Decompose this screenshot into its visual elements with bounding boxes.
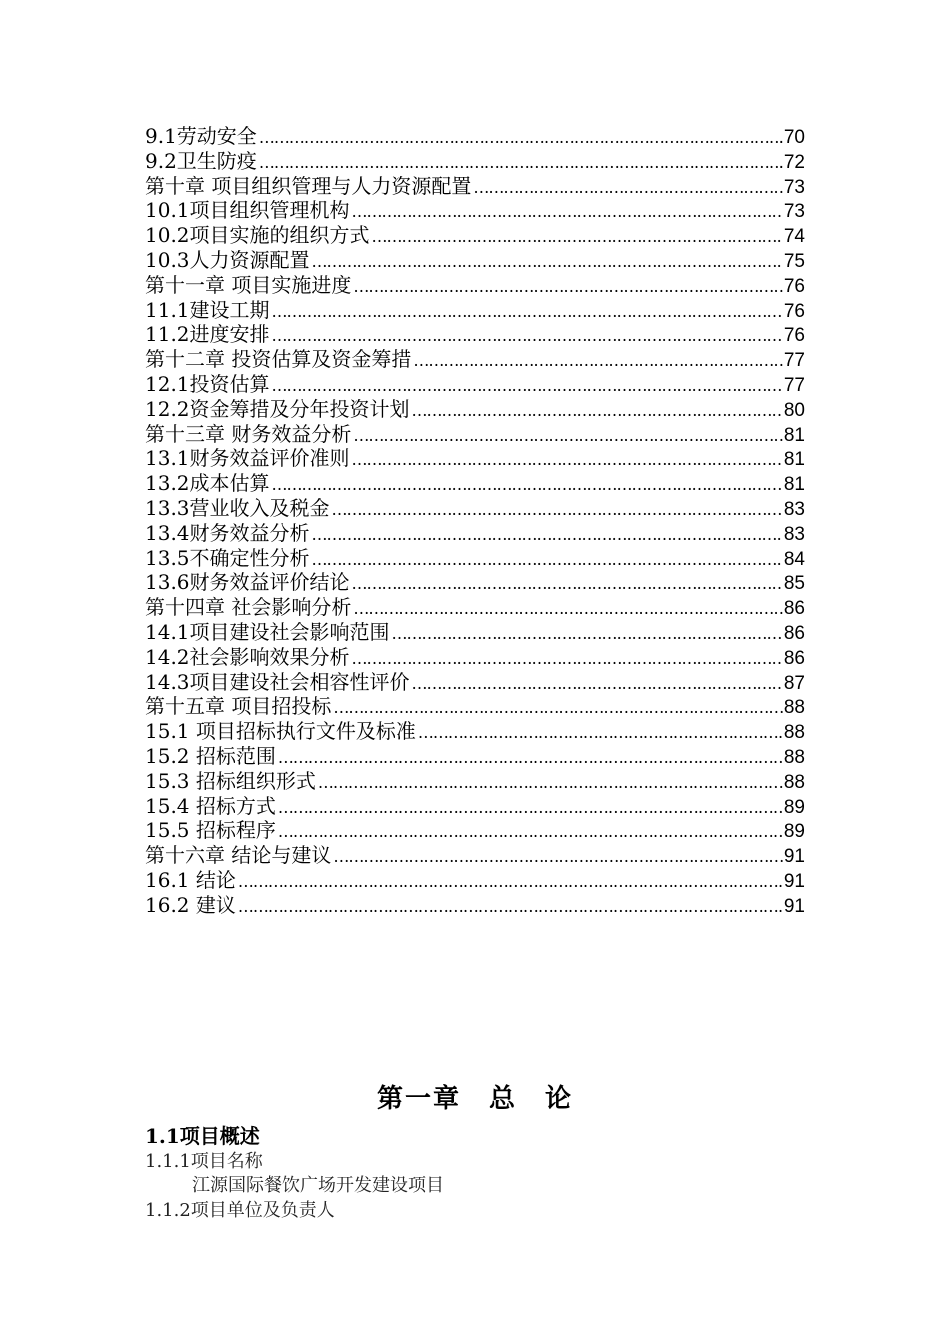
toc-leader-dots [392,622,783,647]
toc-leader-dots [413,349,783,374]
toc-entry-label: 12.1投资估算 [145,371,270,396]
toc-entry-label: 15.1 项目招标执行文件及标准 [145,719,416,744]
toc-entry-page: 91 [783,895,805,917]
toc-entry[interactable] [145,397,805,422]
toc-leader-dots [272,374,783,399]
toc-entry-label: 13.3营业收入及税金 [145,495,330,520]
toc-entry-label: 13.2成本估算 [145,471,270,496]
toc-leader-dots [272,300,783,325]
toc-entry[interactable] [145,744,805,769]
toc-leader-dots [333,845,783,870]
toc-entry[interactable] [145,595,805,620]
toc-leader-dots [259,126,778,151]
toc-entry[interactable] [145,843,805,868]
toc-entry[interactable] [145,273,805,298]
toc-entry[interactable] [145,645,805,670]
toc-leader-dots [473,176,783,201]
toc-entry-page: 77 [783,374,805,396]
toc-leader-dots [238,895,783,920]
toc-entry[interactable] [145,546,805,571]
toc-entry-label: 15.3 招标组织形式 [145,768,316,793]
toc-entry[interactable] [145,670,805,695]
toc-entry[interactable] [145,893,805,918]
toc-leader-dots [352,647,783,672]
toc-entry-page: 76 [783,300,805,322]
toc-entry-label: 第十二章 投资估算及资金筹措 [145,347,412,372]
toc-leader-dots [353,275,783,300]
toc-leader-dots [352,572,783,597]
toc-entry-page: 81 [783,449,805,471]
toc-entry[interactable] [145,174,805,199]
toc-entry-label: 13.6财务效益评价结论 [145,570,350,595]
table-of-contents [145,124,805,918]
toc-leader-dots [418,721,783,746]
chapter-title: 第一章 总 论 [376,1084,573,1114]
toc-entry-page: 86 [783,622,805,644]
toc-entry-page: 73 [783,201,805,223]
toc-entry-label: 第十一章 项目实施进度 [145,272,352,297]
toc-entry-page: 75 [783,250,805,272]
toc-entry-label: 14.2社会影响效果分析 [145,644,350,669]
toc-entry[interactable] [145,149,805,174]
toc-leader-dots [332,498,783,523]
toc-entry[interactable] [145,223,805,248]
toc-entry-label: 15.2 招标范围 [145,743,276,768]
toc-leader-dots [272,473,783,498]
toc-entry[interactable] [145,298,805,323]
toc-entry-page: 89 [783,796,805,818]
toc-entry-page: 73 [783,176,805,198]
toc-leader-dots [318,771,783,796]
toc-entry[interactable] [145,422,805,447]
toc-entry-label: 9.1劳动安全 [145,124,257,148]
toc-entry-label: 第十六章 结论与建议 [145,843,332,868]
toc-entry-page: 91 [783,870,805,892]
toc-entry[interactable] [145,124,805,149]
toc-entry-page: 86 [783,647,805,669]
toc-entry[interactable] [145,694,805,719]
toc-leader-dots [272,324,783,349]
section-title: 1.1项目概述 [145,1124,260,1148]
toc-leader-dots [312,250,783,275]
toc-entry-page: 85 [783,573,805,595]
toc-entry-label: 13.5不确定性分析 [145,545,310,570]
toc-leader-dots [238,870,783,895]
toc-entry-page: 81 [783,474,805,496]
toc-entry[interactable] [145,471,805,496]
toc-entry-page: 74 [783,226,805,248]
toc-entry-page: 83 [783,498,805,520]
toc-entry-label: 10.3人力资源配置 [145,247,310,272]
toc-entry-page: 89 [783,821,805,843]
toc-leader-dots [278,796,783,821]
toc-entry-label: 15.4 招标方式 [145,793,276,818]
toc-entry[interactable] [145,372,805,397]
toc-leader-dots [412,672,783,697]
toc-entry[interactable] [145,521,805,546]
toc-entry-label: 13.1财务效益评价准则 [145,446,350,471]
toc-entry[interactable] [145,794,805,819]
toc-entry-label: 11.1建设工期 [145,297,270,322]
toc-entry-label: 12.2资金筹措及分年投资计划 [145,396,410,421]
toc-entry-label: 13.4财务效益分析 [145,520,310,545]
toc-entry-label: 15.5 招标程序 [145,818,276,843]
toc-entry-label: 14.1项目建设社会影响范围 [145,619,390,644]
toc-leader-dots [353,597,783,622]
toc-entry[interactable] [145,347,805,372]
subsection-title: 1.1.1项目名称 [145,1151,263,1172]
toc-entry[interactable] [145,248,805,273]
toc-entry[interactable] [145,818,805,843]
toc-leader-dots [353,424,783,449]
toc-entry-page: 76 [783,275,805,297]
toc-entry-label: 14.3项目建设社会相容性评价 [145,669,410,694]
toc-leader-dots [312,548,783,573]
toc-entry-label: 16.1 结论 [145,867,236,892]
toc-entry-page: 86 [783,598,805,620]
toc-entry-page: 88 [783,771,805,793]
toc-entry[interactable] [145,868,805,893]
toc-entry-page: 88 [783,722,805,744]
toc-entry[interactable] [145,769,805,794]
toc-entry-page: 91 [783,846,805,868]
toc-entry[interactable] [145,719,805,744]
subsection-title: 1.1.2项目单位及负责人 [145,1200,335,1221]
toc-entry-page: 83 [783,523,805,545]
toc-leader-dots [372,225,783,250]
toc-entry-label: 11.2进度安排 [145,322,270,347]
toc-entry-label: 第十四章 社会影响分析 [145,595,352,620]
toc-entry[interactable] [145,322,805,347]
toc-entry[interactable] [145,198,805,223]
toc-leader-dots [352,448,783,473]
toc-leader-dots [278,746,783,771]
toc-entry-label: 10.2项目实施的组织方式 [145,223,370,248]
toc-entry-page: 81 [783,424,805,446]
toc-leader-dots [312,523,783,548]
toc-leader-dots [352,200,783,225]
toc-entry[interactable] [145,570,805,595]
toc-entry[interactable] [145,496,805,521]
toc-entry[interactable] [145,446,805,471]
toc-leader-dots [259,151,778,176]
toc-entry-label: 第十三章 财务效益分析 [145,421,352,446]
toc-entry-label: 第十五章 项目招投标 [145,694,332,719]
toc-entry-page: 88 [783,697,805,719]
toc-entry-page: 84 [783,548,805,570]
toc-entry-page: 88 [783,746,805,768]
toc-leader-dots [412,399,783,424]
toc-entry-label: 16.2 建议 [145,892,236,917]
toc-entry-page: 77 [783,350,805,372]
toc-entry-page: .70 [778,127,805,148]
toc-entry-label: 10.1项目组织管理机构 [145,198,350,223]
toc-entry-page: 76 [783,325,805,347]
toc-leader-dots [333,696,783,721]
toc-leader-dots [278,820,783,845]
toc-entry-page: 87 [783,672,805,694]
toc-entry-page: .72 [778,151,805,173]
project-name-text: 江源国际餐饮广场开发建设项目 [192,1175,444,1196]
toc-entry-label: 9.2卫生防疫 [145,148,257,173]
toc-entry[interactable] [145,620,805,645]
toc-entry-label: 第十章 项目组织管理与人力资源配置 [145,173,472,198]
toc-entry-page: 80 [783,399,805,421]
